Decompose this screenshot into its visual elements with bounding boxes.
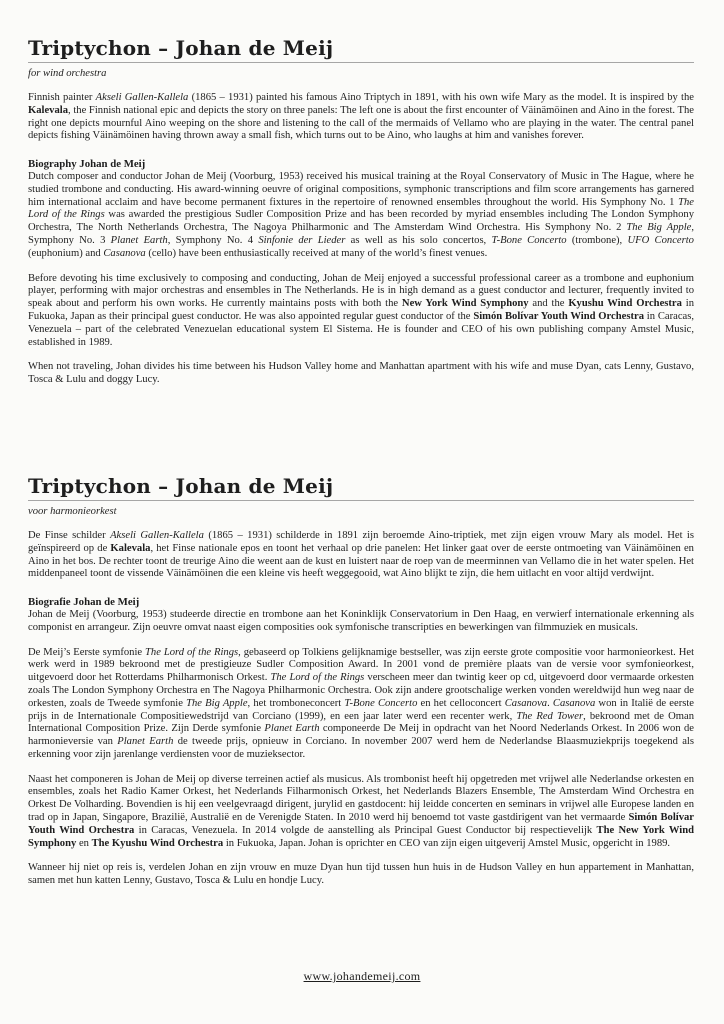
biography-paragraph: When not traveling, Johan divides his time between his Hudson Valley home and Manhattan apartment with his wife and muse Dyan, cats Lenny, Gustavo, Tosca & Lulu and doggy Lucy. bbox=[28, 361, 694, 386]
biography-paragraph: Wanneer hij niet op reis is, verdelen Johan en zijn vrouw en muze Dyan hun tijd tussen hun huis in de Hudson Valley en hun appartement in Manhattan, samen met hun katten Lenny, Gustavo, Tosca & Lulu en hondje Lucy. bbox=[28, 862, 694, 887]
subtitle-dutch: voor harmonieorkest bbox=[28, 505, 117, 517]
biography-paragraph: Johan de Meij (Voorburg, 1953) studeerde directie en trombone aan het Koninklijk Conservatorium in Den Haag, en verwierf internationale erkenning als componist en arrangeur. Zijn oeuvre omvat naast eigen composities ook symfonische transcripties en bewerkingen van filmmuziek en musicals. bbox=[28, 608, 694, 633]
biography-paragraph: Naast het componeren is Johan de Meij op diverse terreinen actief als musicus. Als trombonist heeft hij opgetreden met vrijwel alle Nederlandse orkesten en ensembles, zoals het Radio Kamer Orkest, het Nederlands Filharmonisch Orkest, het Nederlands Blazers Ensemble, The Amsterdam Wind Orchestra en Orkest De Volharding. Bovendien is hij een veelgevraagd dirigent, jurylid en gastdocent: hij leidde concerten en seminars in vrijwel alle Europese landen en trad op in Japan, Singapore, Brazilië, Australië en de Verenigde Staten. In 2010 werd hij benoemd tot vaste gastdirigent van het vermaarde Simón Bolívar Youth Wind Orchestra in Caracas, Venezuela. In 2014 volgde de aanstelling als Principal Guest Conductor bij respectievelijk The New York Wind Symphony en The Kyushu Wind Orchestra in Fukuoka, Japan. Johan is oprichter en CEO van zijn eigen uitgeverij Amstel Music, opgericht in 1989. bbox=[28, 773, 694, 849]
page-footer bbox=[0, 967, 724, 985]
page-title-dutch: Triptychon – Johan de Meij bbox=[28, 475, 694, 501]
biography-paragraph: Before devoting his time exclusively to composing and conducting, Johan de Meij enjoyed a successful professional career as a trombone and euphonium player, performing with major orchestras and ensembles in The Netherlands. He is in high demand as a guest conductor and lecturer, frequently invited to speak about and perform his own works. He currently maintains posts with both the New York Wind Symphony and the Kyushu Wind Orchestra in Fukuoka, Japan as their principal guest conductor. He was also appointed regular guest conductor of the Simón Bolívar Youth Wind Orchestra in Caracas, Venezuela – part of the celebrated Venezuelan educational system El Sistema. He is founder and CEO of his own publishing company Amstel Music, established in 1989. bbox=[28, 272, 695, 348]
subtitle-english: for wind orchestra bbox=[28, 68, 107, 79]
page-title-english: Triptychon – Johan de Meij bbox=[28, 37, 694, 63]
biography-heading-english: Biography Johan de Meij bbox=[28, 158, 146, 171]
section-english bbox=[28, 37, 694, 387]
website-link[interactable]: www.johandemeij.com bbox=[303, 969, 421, 983]
section-dutch bbox=[28, 475, 694, 888]
biography-heading-dutch: Biografie Johan de Meij bbox=[28, 596, 140, 609]
biography-paragraph: De Meij’s Eerste symfonie The Lord of the Rings, gebaseerd op Tolkiens gelijknamige bestseller, was zijn eerste grote compositie voor harmonieorkest. Het werk werd in 1989 bekroond met de prestigieuze Sudler Composition Award. In 2001 vond de première plaats van de versie voor symfonieorkest, uitgevoerd door het Rotterdams Philharmonisch Orkest. The Lord of the Rings verscheen meer dan twintig keer op cd, uitgevoerd door vermaarde orkesten zoals The London Symphony Orchestra en The Nagoya Philharmonic Orchestra. Ook zijn andere grootschalige werken vonden wereldwijd hun weg naar de orkesten, zoals de Tweede symfonie The Big Apple, het tromboneconcert T-Bone Concerto en het celloconcert Casanova. Casanova won in Italië de eerste prijs in de Internationale Compositiewedstrijd van Corciano (1999), en een jaar later werd een recenter werk, The Red Tower, bekroond met de Oman International Composition Prize. Zijn Derde symfonie Planet Earth componeerde De Meij in opdracht van het Noord Nederlands Orkest. In 2006 won de harmonieversie van Planet Earth de tweede prijs, opnieuw in Corciano. In november 2007 werd hem de Nederlandse Blaasmuziekprijs toegekend als erkenning voor zijn jarenlange verdiensten voor de muzieksector. bbox=[28, 646, 695, 760]
biography-paragraph: Dutch composer and conductor Johan de Meij (Voorburg, 1953) received his musical training at the Royal Conservatory of Music in The Hague, where he studied trombone and conducting. His award-winning oeuvre of original compositions, symphonic transcriptions and film score arrangements has garnered him international acclaim and have become permanent fixtures in the repertoire of renowned ensembles throughout the world. His Symphony No. 1 The Lord of the Rings was awarded the prestigious Sudler Composition Prize and has been recorded by myriad ensembles including The London Symphony Orchestra, The North Netherlands Orchestra, The Nagoya Philharmonic and The Amsterdam Wind Orchestra. His Symphony No. 2 The Big Apple, Symphony No. 3 Planet Earth, Symphony No. 4 Sinfonie der Lieder as well as his solo concertos, T-Bone Concerto (trombone), UFO Concerto (euphonium) and Casanova (cello) have been enthusiastically received at many of the world’s finest venues. bbox=[28, 170, 694, 259]
intro-paragraph-english: Finnish painter Akseli Gallen-Kallela (1865 – 1931) painted his famous Aino Triptych in 1891, with his own wife Mary as the model. It is inspired by the Kalevala, the Finnish national epic and depicts the story on three panels: The left one is about the first encounter of Väinämöinen and Aino in the forest. The right one depicts mournful Aino weeping on the shore and listening to the call of the mermaids of Vellamo who are playing in the water. The central panel depicts fishing Väinämöinen having thrown away a small fish, which turns out to be Aino, who laughs at him and vanishes forever. bbox=[28, 92, 694, 142]
intro-paragraph-dutch: De Finse schilder Akseli Gallen-Kallela (1865 – 1931) schilderde in 1891 zijn beroemde Aino-triptiek, met zijn eigen vrouw Mary als model. Het is geïnspireerd op de Kalevala, het Finse nationale epos en toont het verhaal op drie panelen: Het linker gaat over de eerste ontmoeting van Väinämöinen en Aino in het bos. De rechter toont de treurige Aino die weent aan de kust en luistert naar de roep van de meerminnen van Vellamo die in het water spelen. Het middenpaneel toont de vissende Väinämöinen die een kleine vis heeft weggegooid, wat Aino blijkt te zijn, die hem uitlacht en voor altijd verdwijnt. bbox=[28, 529, 694, 580]
